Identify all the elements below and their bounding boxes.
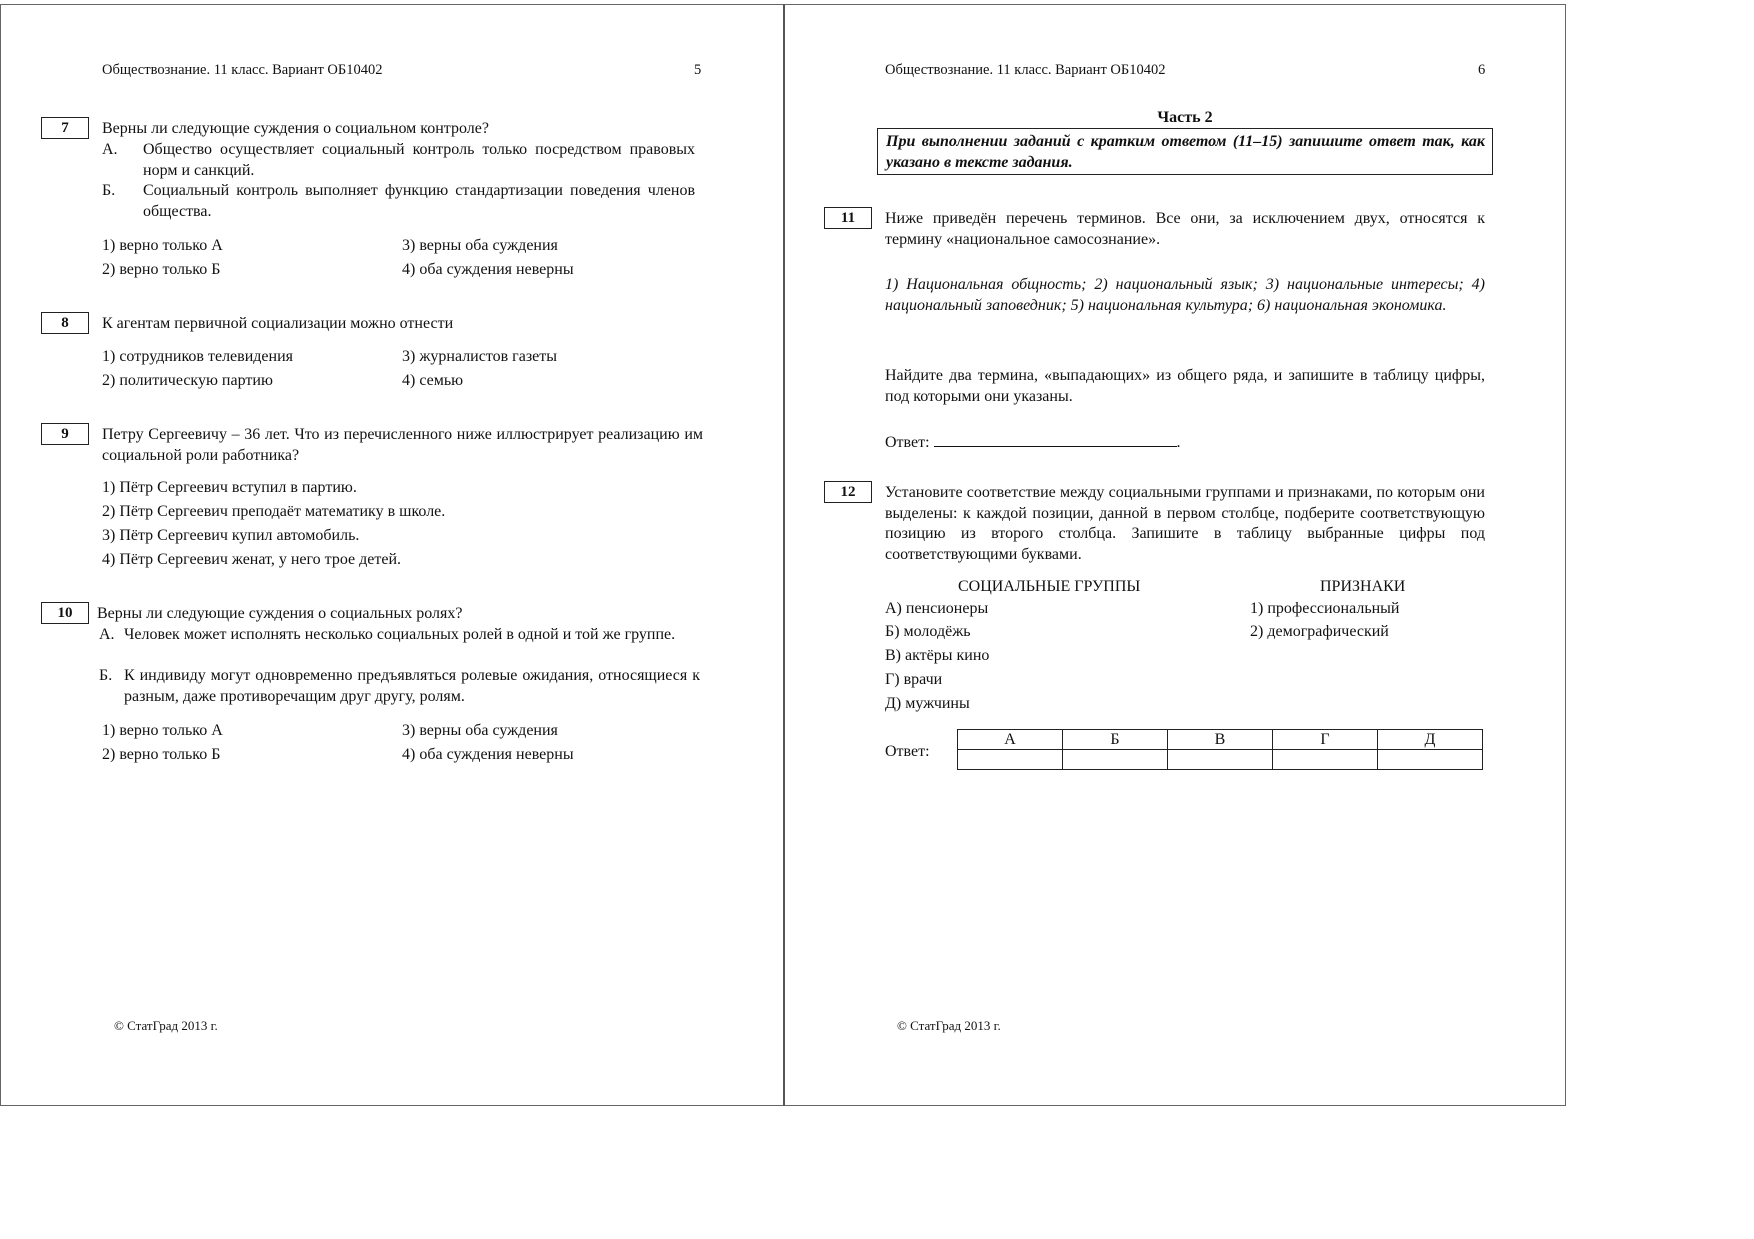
column-title-features: ПРИЗНАКИ [1320, 578, 1406, 595]
statement-a: Человек может исполнять несколько социальных ролей в одной и той же группе. [124, 626, 676, 643]
page-number: 6 [1478, 62, 1486, 78]
answer-table-cell[interactable] [1378, 750, 1483, 770]
answer-table [957, 729, 1483, 770]
task-7-question: Верны ли следующие суждения о социальном контроле? [102, 120, 489, 137]
page-left [0, 0, 783, 1108]
task-number-box: 8 [41, 312, 89, 334]
answer-table-header: Г [1273, 730, 1378, 750]
feature-item: 1) профессиональный [1250, 600, 1400, 617]
task-number-box: 7 [41, 117, 89, 139]
answer-line-end: . [1176, 434, 1181, 451]
statement-b: К индивиду могут одновременно предъявляться ролевые ожидания, относящиеся к разным, даже противоречащим друг другу, ролям. [124, 667, 700, 705]
answer-option[interactable]: 2) Пётр Сергеевич преподаёт математику в школе. [102, 503, 446, 520]
group-item: А) пенсионеры [885, 600, 989, 617]
answer-option[interactable]: 1) верно только А [102, 237, 223, 254]
statement-label: А. [102, 141, 118, 158]
task-11-question: Ниже приведён перечень терминов. Все они, за исключением двух, относятся к термину «национальное самосознание». [885, 210, 1485, 248]
page-footer: © СтатГрад 2013 г. [897, 1018, 1001, 1033]
answer-option[interactable]: 3) верны оба суждения [402, 237, 558, 254]
answer-label: Ответ: [885, 434, 930, 451]
answer-option[interactable]: 4) Пётр Сергеевич женат, у него трое детей. [102, 551, 402, 568]
page-number: 5 [694, 62, 702, 78]
answer-option[interactable]: 3) Пётр Сергеевич купил автомобиль. [102, 527, 360, 544]
answer-option[interactable]: 1) сотрудников телевидения [102, 348, 293, 365]
answer-line[interactable] [934, 430, 1177, 447]
answer-table-cell[interactable] [1168, 750, 1273, 770]
answer-label: Ответ: [885, 743, 930, 760]
feature-item: 2) демографический [1250, 623, 1389, 640]
column-title-groups: СОЦИАЛЬНЫЕ ГРУППЫ [958, 578, 1141, 595]
statement-label: Б. [99, 667, 113, 684]
answer-table-header: Д [1378, 730, 1483, 750]
group-item: В) актёры кино [885, 647, 990, 664]
task-number-box: 11 [824, 207, 872, 229]
statement-label: Б. [102, 182, 116, 199]
page-header-title: Обществознание. 11 класс. Вариант ОБ10402 [885, 62, 1166, 78]
instruction-text: При выполнении заданий с кратким ответом (11–15) запишите ответ так, как указано в тексте задания. [886, 133, 1485, 171]
task-number-box: 12 [824, 481, 872, 503]
part-title: Часть 2 [1157, 109, 1213, 126]
answer-option[interactable]: 3) журналистов газеты [402, 348, 557, 365]
statement-a: Общество осуществляет социальный контроль только посредством правовых норм и санкций. [143, 141, 695, 179]
group-item: Д) мужчины [885, 695, 970, 712]
answer-option[interactable]: 3) верны оба суждения [402, 722, 558, 739]
answer-table-cell[interactable] [1063, 750, 1168, 770]
answer-option[interactable]: 2) политическую партию [102, 372, 273, 389]
instruction-box [877, 128, 1493, 175]
answer-table-header: Б [1063, 730, 1168, 750]
answer-table-header: В [1168, 730, 1273, 750]
answer-option[interactable]: 1) Пётр Сергеевич вступил в партию. [102, 479, 357, 496]
group-item: Б) молодёжь [885, 623, 971, 640]
page-header-title: Обществознание. 11 класс. Вариант ОБ10402 [102, 62, 383, 78]
page-footer: © СтатГрад 2013 г. [114, 1018, 218, 1033]
statement-b: Социальный контроль выполняет функцию стандартизации поведения членов общества. [143, 182, 695, 220]
answer-option[interactable]: 2) верно только Б [102, 746, 221, 763]
task-number-box: 9 [41, 423, 89, 445]
statement-label: А. [99, 626, 115, 643]
group-item: Г) врачи [885, 671, 943, 688]
terms-list: 1) Национальная общность; 2) национальный язык; 3) национальные интересы; 4) национальный заповедник; 5) национальная культура; 6) национальная экономика. [885, 276, 1485, 314]
task-8-question: К агентам первичной социализации можно отнести [102, 315, 454, 332]
answer-option[interactable]: 4) семью [402, 372, 464, 389]
answer-line-row [885, 430, 1181, 454]
answer-table-cell[interactable] [1273, 750, 1378, 770]
task-number-box: 10 [41, 602, 89, 624]
answer-option[interactable]: 2) верно только Б [102, 261, 221, 278]
answer-option[interactable]: 4) оба суждения неверны [402, 746, 574, 763]
answer-table-header: А [958, 730, 1063, 750]
task-9-question: Петру Сергеевичу – 36 лет. Что из перечисленного ниже иллюстрирует реализацию им социальной роли работника? [102, 426, 703, 464]
page-right [785, 0, 1568, 1108]
answer-table-cell[interactable] [958, 750, 1063, 770]
answer-option[interactable]: 4) оба суждения неверны [402, 261, 574, 278]
task-11-instruction: Найдите два термина, «выпадающих» из общего ряда, и запишите в таблицу цифры, под которыми они указаны. [885, 367, 1485, 405]
answer-option[interactable]: 1) верно только А [102, 722, 223, 739]
task-10-question: Верны ли следующие суждения о социальных ролях? [97, 605, 463, 622]
task-12-question: Установите соответствие между социальными группами и признаками, по которым они выделены: к каждой позиции, данной в первом столбце, подберите соответствующую позицию из второго столбца. Запишите в таблицу выбранные цифры под соответствующими буквами. [885, 484, 1485, 563]
